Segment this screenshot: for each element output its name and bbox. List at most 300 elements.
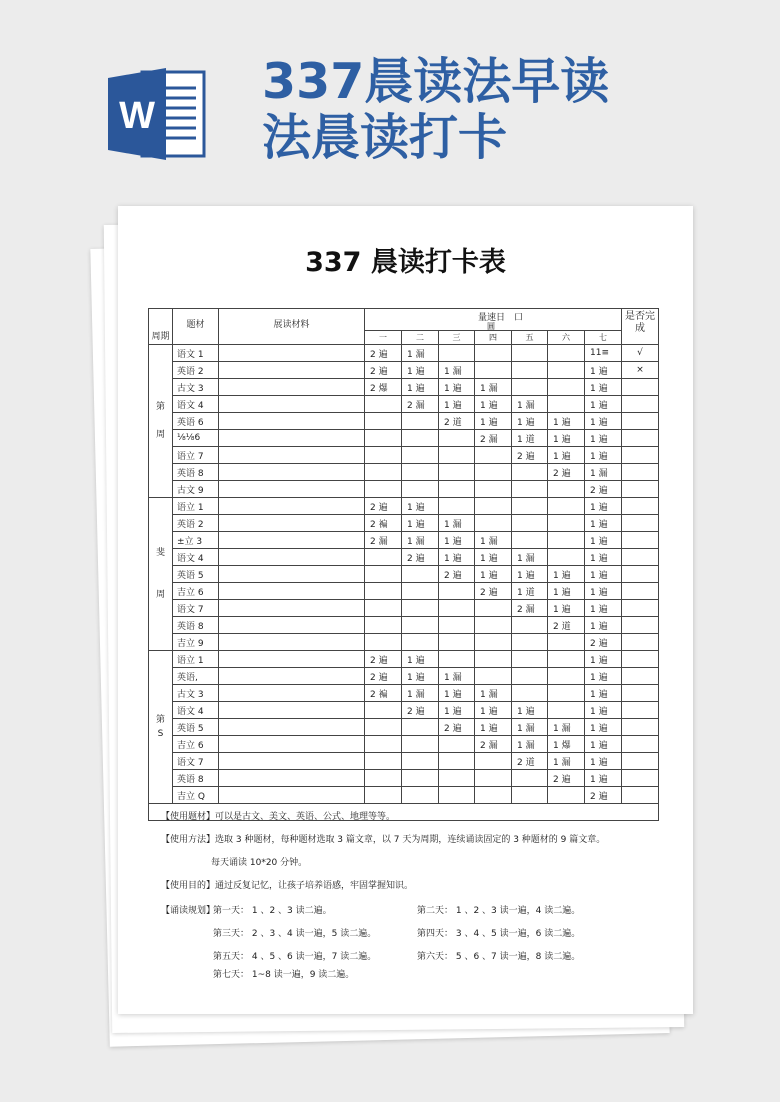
- header-day-4: 四: [475, 331, 512, 345]
- day-count-cell[interactable]: [512, 634, 548, 651]
- material-cell[interactable]: [219, 600, 365, 617]
- table-row: [149, 719, 659, 736]
- day-count-cell[interactable]: [365, 549, 402, 566]
- subject-cell: 语文 7: [173, 753, 219, 770]
- day-count-cell[interactable]: 1 遍: [585, 566, 622, 583]
- table-row: [149, 379, 659, 396]
- day-count-cell[interactable]: [439, 651, 475, 668]
- header-period: 周期: [149, 309, 173, 345]
- day-count-cell[interactable]: 1 遍: [512, 566, 548, 583]
- table-row: [149, 515, 659, 532]
- done-cell[interactable]: [622, 515, 659, 532]
- table-row: [149, 481, 659, 498]
- day-count-cell[interactable]: 1 遍: [402, 379, 439, 396]
- done-cell[interactable]: [622, 566, 659, 583]
- material-cell[interactable]: [219, 481, 365, 498]
- subject-cell: 吉立 6: [173, 736, 219, 753]
- day-count-cell[interactable]: 1 遍: [585, 396, 622, 413]
- subject-cell: 语文 7: [173, 600, 219, 617]
- day-count-cell[interactable]: 1 漏: [512, 396, 548, 413]
- day-count-cell[interactable]: 2 遍: [585, 787, 622, 804]
- day-count-cell[interactable]: 1 漏: [512, 549, 548, 566]
- day-count-cell[interactable]: [512, 464, 548, 481]
- day-count-cell[interactable]: 1 遍: [512, 702, 548, 719]
- day-count-cell[interactable]: 1 遍: [402, 515, 439, 532]
- day-count-cell[interactable]: [402, 770, 439, 787]
- day-count-cell[interactable]: [548, 702, 585, 719]
- done-cell[interactable]: [622, 379, 659, 396]
- day-count-cell[interactable]: [365, 736, 402, 753]
- day-count-cell[interactable]: [402, 566, 439, 583]
- day-count-cell[interactable]: [402, 617, 439, 634]
- header-mastery-group: [365, 309, 622, 331]
- table-row: [149, 345, 659, 362]
- day-count-cell[interactable]: 1 遍: [585, 498, 622, 515]
- day-count-cell[interactable]: 2 遍: [365, 651, 402, 668]
- day-count-cell[interactable]: 1 遍: [475, 566, 512, 583]
- header-day-1: 一: [365, 331, 402, 345]
- day-count-cell[interactable]: [439, 787, 475, 804]
- done-cell[interactable]: [622, 617, 659, 634]
- day-count-cell[interactable]: [475, 498, 512, 515]
- table-row: [149, 362, 659, 379]
- day-count-cell[interactable]: [548, 651, 585, 668]
- note-day2: 第二天： 1 、2 、3 读一遍，4 读二遍。: [417, 906, 581, 916]
- note-daily-time: 每天诵读 10*20 分钟。: [211, 858, 308, 868]
- day-count-cell[interactable]: 1 遍: [439, 685, 475, 702]
- material-cell[interactable]: [219, 583, 365, 600]
- day-count-cell[interactable]: 1 漏: [439, 515, 475, 532]
- table-row: [149, 430, 659, 447]
- day-count-cell[interactable]: [365, 396, 402, 413]
- material-cell[interactable]: [219, 396, 365, 413]
- day-count-cell[interactable]: [365, 719, 402, 736]
- done-cell[interactable]: [622, 481, 659, 498]
- done-cell[interactable]: [622, 685, 659, 702]
- day-count-cell[interactable]: 1 遍: [585, 379, 622, 396]
- day-count-cell[interactable]: 1 遍: [585, 583, 622, 600]
- day-count-cell[interactable]: 1 遍: [475, 413, 512, 430]
- day-count-cell[interactable]: 1 漏: [439, 362, 475, 379]
- done-cell[interactable]: [622, 719, 659, 736]
- table-row: [149, 549, 659, 566]
- day-count-cell[interactable]: 2 褊: [365, 515, 402, 532]
- material-cell[interactable]: [219, 430, 365, 447]
- day-count-cell[interactable]: 2 遍: [365, 498, 402, 515]
- table-row: [149, 668, 659, 685]
- day-count-cell[interactable]: 1 遍: [439, 396, 475, 413]
- day-count-cell[interactable]: 1 遍: [548, 413, 585, 430]
- subject-cell: 古文 3: [173, 685, 219, 702]
- day-count-cell[interactable]: [365, 770, 402, 787]
- day-count-cell[interactable]: 1 遍: [439, 379, 475, 396]
- day-count-cell[interactable]: 1 漏: [402, 532, 439, 549]
- subject-cell: 语文 4: [173, 396, 219, 413]
- header-day-2: 二: [402, 331, 439, 345]
- subject-cell: 英语 8: [173, 617, 219, 634]
- done-cell[interactable]: [622, 634, 659, 651]
- day-count-cell[interactable]: 2 遍: [402, 702, 439, 719]
- table-row: [149, 617, 659, 634]
- note-day7: 第七天： 1~8 读一遍，9 读二遍。: [213, 970, 355, 980]
- usage-notes: [149, 804, 659, 980]
- day-count-cell[interactable]: [512, 651, 548, 668]
- day-count-cell[interactable]: 1 遍: [439, 532, 475, 549]
- material-cell[interactable]: [219, 787, 365, 804]
- day-count-cell[interactable]: [439, 634, 475, 651]
- header-subject: 题材: [173, 309, 219, 345]
- day-count-cell[interactable]: 2 漏: [475, 736, 512, 753]
- material-cell[interactable]: [219, 549, 365, 566]
- day-count-cell[interactable]: 1 漏: [402, 685, 439, 702]
- table-row: [149, 532, 659, 549]
- table-row: [149, 600, 659, 617]
- day-count-cell[interactable]: 1 遍: [585, 515, 622, 532]
- done-cell[interactable]: [622, 430, 659, 447]
- day-count-cell[interactable]: [548, 379, 585, 396]
- day-count-cell[interactable]: [512, 481, 548, 498]
- day-count-cell[interactable]: [548, 787, 585, 804]
- day-count-cell[interactable]: [548, 396, 585, 413]
- day-count-cell[interactable]: 1 遍: [402, 668, 439, 685]
- header-mastery: 量速日: [478, 313, 506, 323]
- day-count-cell[interactable]: [512, 770, 548, 787]
- day-count-cell[interactable]: 1 遍: [439, 549, 475, 566]
- header-done: 是否完成: [622, 309, 659, 345]
- day-count-cell[interactable]: [402, 736, 439, 753]
- day-count-cell[interactable]: 1 漏: [439, 668, 475, 685]
- day-count-cell[interactable]: [475, 464, 512, 481]
- day-count-cell[interactable]: [512, 532, 548, 549]
- day-count-cell[interactable]: 1 遍: [402, 362, 439, 379]
- day-count-cell[interactable]: [365, 702, 402, 719]
- done-cell[interactable]: [622, 770, 659, 787]
- day-count-cell[interactable]: [402, 430, 439, 447]
- subject-cell: 语立 7: [173, 447, 219, 464]
- day-count-cell[interactable]: 1 漏: [548, 719, 585, 736]
- day-count-cell[interactable]: [475, 481, 512, 498]
- header-day-5: 五: [512, 331, 548, 345]
- day-count-cell[interactable]: 2 道: [512, 753, 548, 770]
- day-count-cell[interactable]: 2 褊: [365, 685, 402, 702]
- material-cell[interactable]: [219, 515, 365, 532]
- day-count-cell[interactable]: 2 遍: [475, 583, 512, 600]
- material-cell[interactable]: [219, 617, 365, 634]
- day-count-cell[interactable]: [439, 583, 475, 600]
- day-count-cell[interactable]: [512, 379, 548, 396]
- subject-cell: 英语 5: [173, 566, 219, 583]
- material-cell[interactable]: [219, 362, 365, 379]
- done-cell[interactable]: [622, 464, 659, 481]
- day-count-cell[interactable]: [365, 413, 402, 430]
- material-cell[interactable]: [219, 464, 365, 481]
- day-count-cell[interactable]: [439, 617, 475, 634]
- day-count-cell[interactable]: [365, 634, 402, 651]
- day-count-cell[interactable]: 2 遍: [585, 634, 622, 651]
- day-count-cell[interactable]: 1 漏: [512, 736, 548, 753]
- day-count-cell[interactable]: [402, 583, 439, 600]
- table-row: [149, 753, 659, 770]
- day-count-cell[interactable]: [402, 634, 439, 651]
- done-cell[interactable]: [622, 447, 659, 464]
- table-row: [149, 634, 659, 651]
- day-count-cell[interactable]: [512, 787, 548, 804]
- material-cell[interactable]: [219, 634, 365, 651]
- day-count-cell[interactable]: 1 遍: [402, 498, 439, 515]
- day-count-cell[interactable]: [475, 651, 512, 668]
- day-count-cell[interactable]: [365, 566, 402, 583]
- day-count-cell[interactable]: 2 遍: [439, 719, 475, 736]
- day-count-cell[interactable]: [402, 447, 439, 464]
- day-count-cell[interactable]: [475, 515, 512, 532]
- day-count-cell[interactable]: [365, 430, 402, 447]
- day-count-cell[interactable]: 1 遍: [585, 668, 622, 685]
- day-count-cell[interactable]: [402, 787, 439, 804]
- day-count-cell[interactable]: [512, 668, 548, 685]
- note-plan-label: 【诵读规划】: [161, 906, 216, 916]
- day-count-cell[interactable]: [365, 787, 402, 804]
- day-count-cell[interactable]: 1 遍: [548, 447, 585, 464]
- material-cell[interactable]: [219, 651, 365, 668]
- word-document-icon: [108, 66, 208, 162]
- done-cell[interactable]: [622, 549, 659, 566]
- day-count-cell[interactable]: 1 遍: [512, 413, 548, 430]
- day-count-cell[interactable]: 1 遍: [439, 702, 475, 719]
- material-cell[interactable]: [219, 753, 365, 770]
- day-count-cell[interactable]: [402, 600, 439, 617]
- day-count-cell[interactable]: [475, 753, 512, 770]
- material-cell[interactable]: [219, 447, 365, 464]
- day-count-cell[interactable]: 1 遍: [585, 702, 622, 719]
- day-count-cell[interactable]: 1 遍: [585, 532, 622, 549]
- day-count-cell[interactable]: 1 遍: [548, 566, 585, 583]
- day-count-cell[interactable]: [512, 617, 548, 634]
- material-cell[interactable]: [219, 498, 365, 515]
- day-count-cell[interactable]: [548, 362, 585, 379]
- day-count-cell[interactable]: 1 遍: [585, 362, 622, 379]
- day-count-cell[interactable]: 1 遍: [585, 549, 622, 566]
- note-day1: 第一天： 1 、2 、3 读二遍。: [213, 906, 332, 916]
- day-count-cell[interactable]: [548, 498, 585, 515]
- subject-cell: 语文 4: [173, 549, 219, 566]
- day-count-cell[interactable]: 2 遍: [512, 447, 548, 464]
- day-count-cell[interactable]: 1 遍: [585, 447, 622, 464]
- day-count-cell[interactable]: 1 遍: [585, 753, 622, 770]
- done-cell[interactable]: [622, 753, 659, 770]
- day-count-cell[interactable]: [439, 481, 475, 498]
- day-count-cell[interactable]: 2 漏: [512, 600, 548, 617]
- material-cell[interactable]: [219, 566, 365, 583]
- day-count-cell[interactable]: [548, 515, 585, 532]
- done-cell[interactable]: ×: [622, 362, 659, 379]
- day-count-cell[interactable]: 1 遍: [585, 430, 622, 447]
- day-count-cell[interactable]: [365, 753, 402, 770]
- day-count-cell[interactable]: 1 遍: [548, 430, 585, 447]
- day-count-cell[interactable]: [475, 447, 512, 464]
- table-row: [149, 498, 659, 515]
- done-cell[interactable]: [622, 736, 659, 753]
- done-cell[interactable]: [622, 532, 659, 549]
- table-row: [149, 566, 659, 583]
- banner-title-line1: 337晨读法早读: [262, 53, 610, 110]
- day-count-cell[interactable]: [548, 685, 585, 702]
- day-count-cell[interactable]: 2 道: [548, 617, 585, 634]
- material-cell[interactable]: [219, 345, 365, 362]
- day-count-cell[interactable]: [475, 668, 512, 685]
- week-label: 第 周: [149, 345, 173, 498]
- day-count-cell[interactable]: 2 遍: [365, 668, 402, 685]
- day-count-cell[interactable]: 1 遍: [402, 651, 439, 668]
- day-count-cell[interactable]: 1 道: [512, 583, 548, 600]
- done-cell[interactable]: √: [622, 345, 659, 362]
- day-count-cell[interactable]: [365, 600, 402, 617]
- day-count-cell[interactable]: 2 遍: [548, 464, 585, 481]
- done-cell[interactable]: [622, 396, 659, 413]
- day-count-cell[interactable]: [548, 549, 585, 566]
- day-count-cell[interactable]: 2 遍: [548, 770, 585, 787]
- day-count-cell[interactable]: 1 漏: [475, 685, 512, 702]
- day-count-cell[interactable]: [439, 345, 475, 362]
- day-count-cell[interactable]: 2 遍: [365, 345, 402, 362]
- done-cell[interactable]: [622, 702, 659, 719]
- day-count-cell[interactable]: 2 遍: [585, 481, 622, 498]
- day-count-cell[interactable]: [439, 736, 475, 753]
- material-cell[interactable]: [219, 702, 365, 719]
- day-count-cell[interactable]: 1 遍: [585, 413, 622, 430]
- week-label: 斐 周: [149, 498, 173, 651]
- day-count-cell[interactable]: [475, 634, 512, 651]
- day-count-cell[interactable]: 1 遍: [585, 651, 622, 668]
- day-count-cell[interactable]: 1 漏: [548, 753, 585, 770]
- day-count-cell[interactable]: [548, 481, 585, 498]
- note-day5: 第五天： 4 、5 、6 读一遍，7 读二遍。: [213, 952, 377, 962]
- day-count-cell[interactable]: 2 遍: [439, 566, 475, 583]
- subject-cell: 英语 6: [173, 413, 219, 430]
- day-count-cell[interactable]: [365, 583, 402, 600]
- day-count-cell[interactable]: [402, 464, 439, 481]
- checkin-table: [148, 308, 659, 980]
- day-count-cell[interactable]: 11≡: [585, 345, 622, 362]
- day-count-cell[interactable]: [475, 600, 512, 617]
- day-count-cell[interactable]: 1 遍: [585, 685, 622, 702]
- material-cell[interactable]: [219, 770, 365, 787]
- table-row: [149, 464, 659, 481]
- day-count-cell[interactable]: 2 遍: [365, 362, 402, 379]
- day-count-cell[interactable]: [439, 600, 475, 617]
- day-count-cell[interactable]: 1 道: [512, 430, 548, 447]
- week-label: 第 S: [149, 651, 173, 804]
- day-count-cell[interactable]: 1 漏: [475, 379, 512, 396]
- done-cell[interactable]: [622, 583, 659, 600]
- day-count-cell[interactable]: 1 遍: [548, 600, 585, 617]
- material-cell[interactable]: [219, 413, 365, 430]
- document-title: 337 晨读打卡表: [305, 247, 506, 278]
- day-count-cell[interactable]: [365, 464, 402, 481]
- material-cell[interactable]: [219, 736, 365, 753]
- day-count-cell[interactable]: 1 遍: [475, 702, 512, 719]
- day-count-cell[interactable]: 2 漏: [475, 430, 512, 447]
- day-count-cell[interactable]: [439, 498, 475, 515]
- day-count-cell[interactable]: 1 遍: [475, 719, 512, 736]
- day-count-cell[interactable]: [548, 668, 585, 685]
- day-count-cell[interactable]: [439, 464, 475, 481]
- day-count-cell[interactable]: 2 漏: [402, 396, 439, 413]
- day-count-cell[interactable]: 1 爆: [548, 736, 585, 753]
- done-cell[interactable]: [622, 498, 659, 515]
- day-count-cell[interactable]: [475, 617, 512, 634]
- table-row: [149, 787, 659, 804]
- subject-cell: 英语 2: [173, 515, 219, 532]
- header-day-6: 六: [548, 331, 585, 345]
- day-count-cell[interactable]: [512, 362, 548, 379]
- day-count-cell[interactable]: [402, 413, 439, 430]
- material-cell[interactable]: [219, 719, 365, 736]
- material-cell[interactable]: [219, 668, 365, 685]
- day-count-cell[interactable]: 1 遍: [585, 736, 622, 753]
- day-count-cell[interactable]: 1 遍: [585, 770, 622, 787]
- day-count-cell[interactable]: 1 漏: [585, 464, 622, 481]
- day-count-cell[interactable]: [402, 753, 439, 770]
- note-day3: 第三天： 2 、3 、4 读一遍，5 读二遍。: [213, 929, 377, 939]
- word-icon-letter: W: [119, 95, 155, 137]
- day-count-cell[interactable]: 1 遍: [475, 396, 512, 413]
- done-cell[interactable]: [622, 600, 659, 617]
- material-cell[interactable]: [219, 379, 365, 396]
- day-count-cell[interactable]: [475, 770, 512, 787]
- done-cell[interactable]: [622, 651, 659, 668]
- day-count-cell[interactable]: 2 遍: [402, 549, 439, 566]
- day-count-cell[interactable]: [439, 447, 475, 464]
- day-count-cell[interactable]: [548, 532, 585, 549]
- material-cell[interactable]: [219, 685, 365, 702]
- done-cell[interactable]: [622, 668, 659, 685]
- day-count-cell[interactable]: 1 遍: [585, 719, 622, 736]
- table-row: [149, 583, 659, 600]
- day-count-cell[interactable]: [365, 447, 402, 464]
- day-count-cell[interactable]: 1 遍: [585, 617, 622, 634]
- day-count-cell[interactable]: [548, 634, 585, 651]
- day-count-cell[interactable]: [512, 498, 548, 515]
- day-count-cell[interactable]: [512, 515, 548, 532]
- day-count-cell[interactable]: 2 漏: [365, 532, 402, 549]
- day-count-cell[interactable]: [365, 617, 402, 634]
- day-count-cell[interactable]: [512, 345, 548, 362]
- day-count-cell[interactable]: 2 道: [439, 413, 475, 430]
- done-cell[interactable]: [622, 787, 659, 804]
- day-count-cell[interactable]: 1 遍: [548, 583, 585, 600]
- day-count-cell[interactable]: 1 漏: [512, 719, 548, 736]
- day-count-cell[interactable]: [402, 481, 439, 498]
- subject-cell: 吉立 Q: [173, 787, 219, 804]
- day-count-cell[interactable]: [439, 753, 475, 770]
- done-cell[interactable]: [622, 413, 659, 430]
- material-cell[interactable]: [219, 532, 365, 549]
- day-count-cell[interactable]: 1 漏: [402, 345, 439, 362]
- day-count-cell[interactable]: 1 遍: [475, 549, 512, 566]
- day-count-cell[interactable]: [512, 685, 548, 702]
- day-count-cell[interactable]: [402, 719, 439, 736]
- day-count-cell[interactable]: 1 漏: [475, 532, 512, 549]
- day-count-cell[interactable]: [475, 787, 512, 804]
- day-count-cell[interactable]: [439, 430, 475, 447]
- day-count-cell[interactable]: [439, 770, 475, 787]
- day-count-cell[interactable]: [475, 362, 512, 379]
- day-count-cell[interactable]: 1 遍: [585, 600, 622, 617]
- day-count-cell[interactable]: [365, 481, 402, 498]
- day-count-cell[interactable]: 2 爆: [365, 379, 402, 396]
- day-count-cell[interactable]: [548, 345, 585, 362]
- day-count-cell[interactable]: [475, 345, 512, 362]
